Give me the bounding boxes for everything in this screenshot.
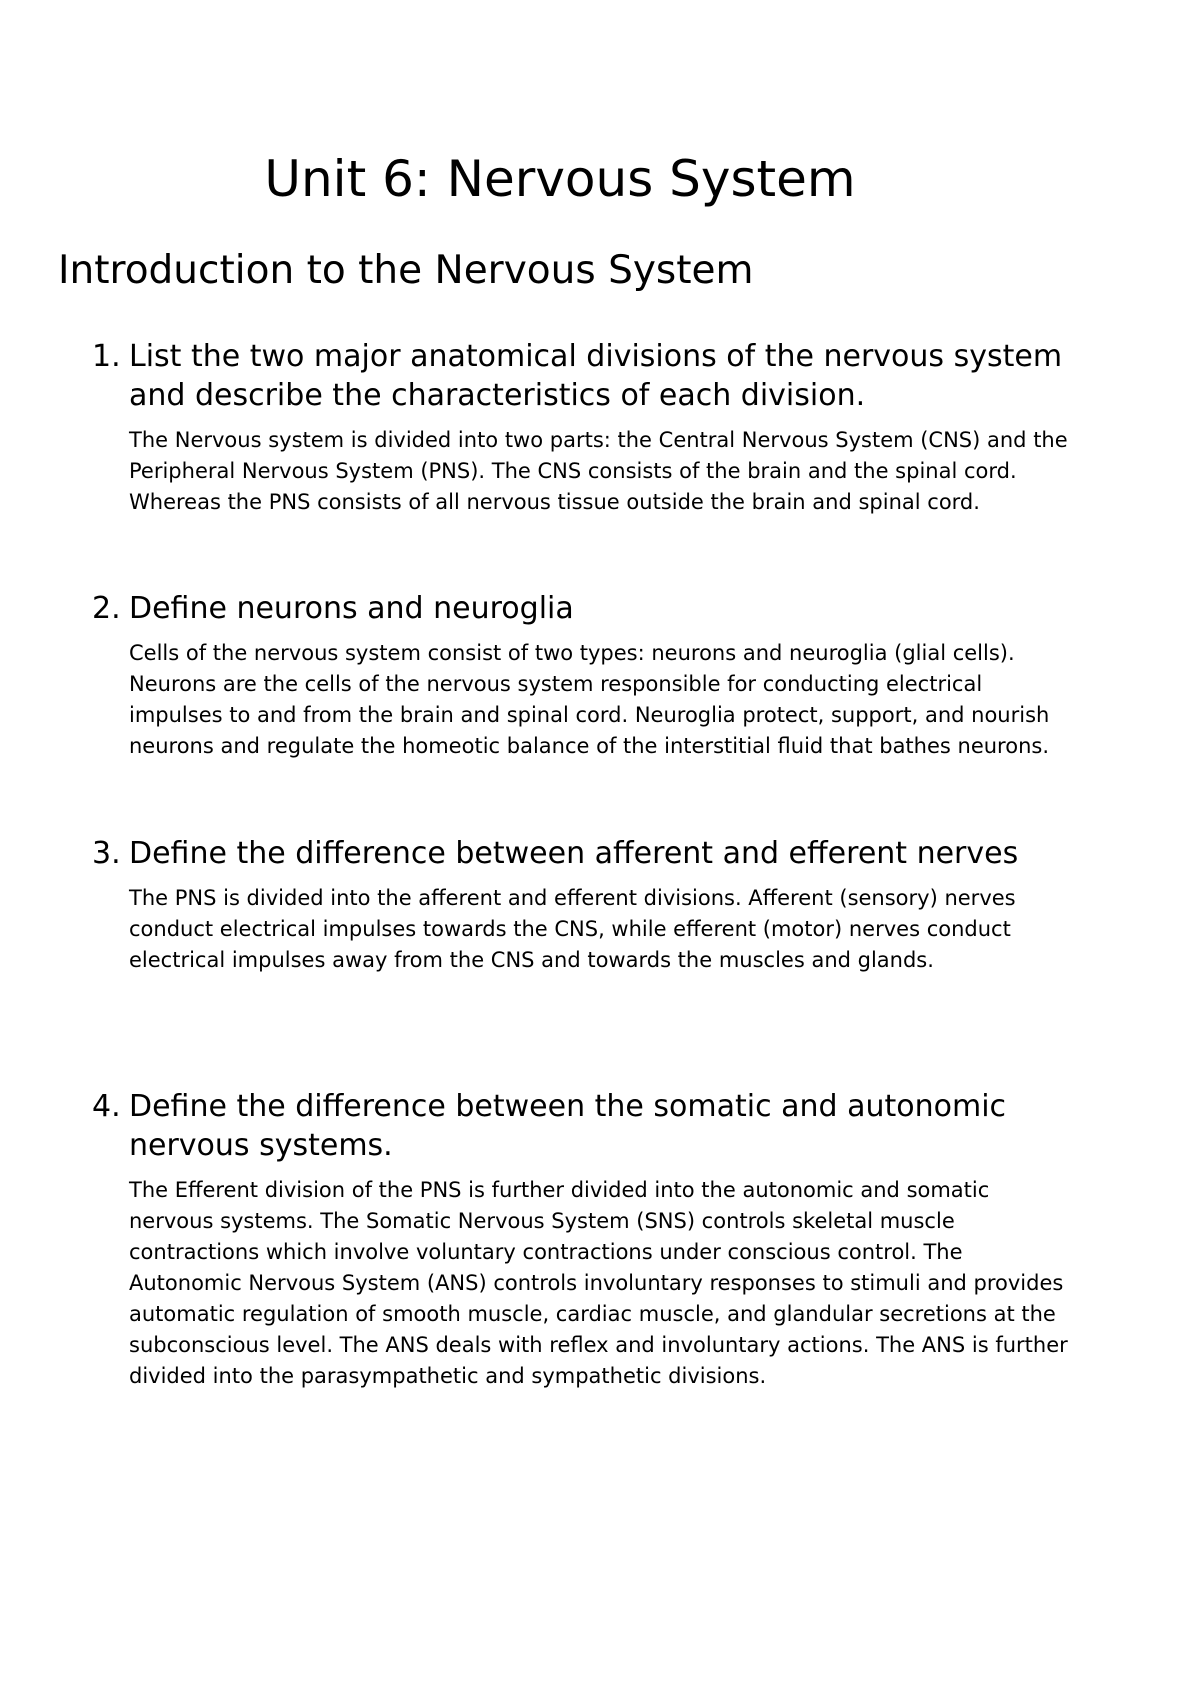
question-heading bbox=[92, 834, 1092, 873]
question-number: 3. bbox=[92, 836, 121, 871]
question-number: 2. bbox=[92, 591, 121, 626]
question-item bbox=[92, 337, 1092, 518]
question-heading bbox=[92, 337, 1092, 415]
question-text: Define the difference between the somatic and autonomic nervous systems. bbox=[129, 1089, 1007, 1163]
question-number: 4. bbox=[92, 1089, 121, 1124]
question-item bbox=[92, 834, 1092, 976]
document-title: Unit 6: Nervous System bbox=[264, 150, 856, 208]
question-number: 1. bbox=[92, 339, 121, 374]
question-text: Define neurons and neuroglia bbox=[129, 591, 574, 626]
question-item bbox=[92, 1087, 1092, 1392]
question-text: Define the difference between afferent and efferent nerves bbox=[129, 836, 1019, 871]
answer-text: The Efferent division of the PNS is further divided into the autonomic and somatic nervous systems. The Somatic Nervous System (SNS) controls skeletal muscle contractions which involve voluntary contractions under conscious control. The Autonomic Nervous System (ANS) controls involuntary responses to stimuli and provides automatic regulation of smooth muscle, cardiac muscle, and glandular secretions at the subconscious level. The ANS deals with reflex and involuntary actions. The ANS is further divided into the parasympathetic and sympathetic divisions. bbox=[129, 1178, 1068, 1388]
question-item bbox=[92, 589, 1092, 762]
question-heading bbox=[92, 589, 1092, 628]
section-heading: Introduction to the Nervous System bbox=[58, 248, 754, 293]
question-text: List the two major anatomical divisions of the nervous system and describe the characteristics of each division. bbox=[129, 339, 1063, 413]
answer-text: The Nervous system is divided into two parts: the Central Nervous System (CNS) and the Peripheral Nervous System (PNS). The CNS consists of the brain and the spinal cord. Whereas the PNS consists of all nervous tissue outside the brain and spinal cord. bbox=[129, 428, 1068, 514]
answer-text: The PNS is divided into the afferent and efferent divisions. Afferent (sensory) nerves conduct electrical impulses towards the CNS, while efferent (motor) nerves conduct electrical impulses away from the CNS and towards the muscles and glands. bbox=[129, 886, 1016, 972]
question-heading bbox=[92, 1087, 1092, 1165]
answer-text: Cells of the nervous system consist of two types: neurons and neuroglia (glial cells). Neurons are the cells of the nervous system responsible for conducting electrical impulses to and from the brain and spinal cord. Neuroglia protect, support, and nourish neurons and regulate the homeotic balance of the interstitial fluid that bathes neurons. bbox=[129, 641, 1050, 758]
